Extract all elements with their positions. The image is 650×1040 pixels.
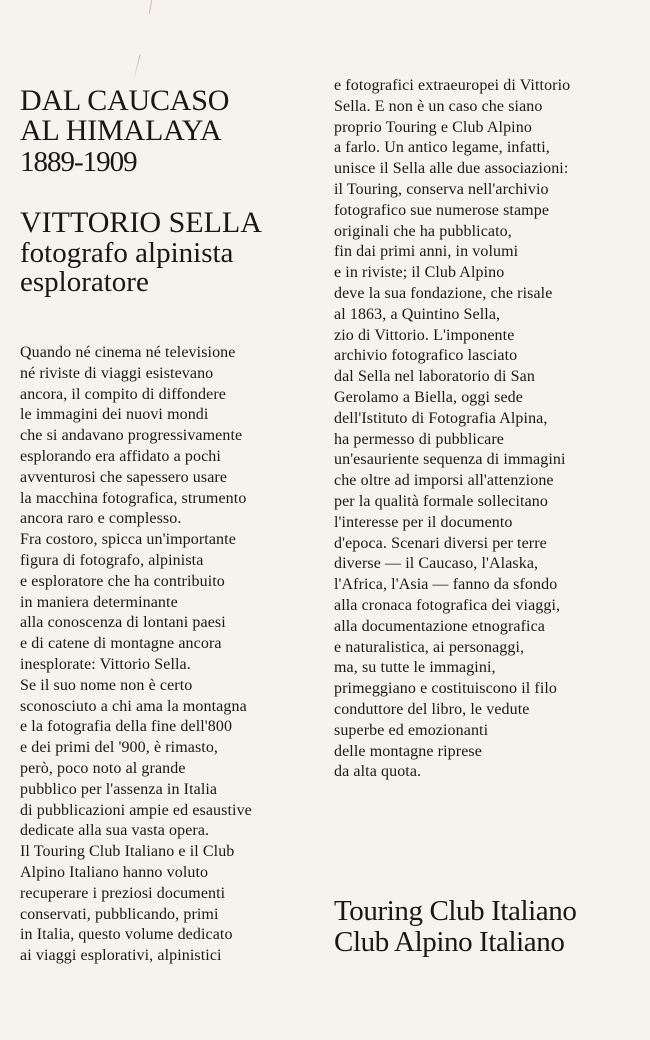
body-text-line: esplorando era affidato a pochi (20, 447, 221, 465)
body-text-line: e dei primi del '900, è rimasto, (20, 739, 219, 757)
body-text-line: il Touring, conserva nell'archivio (334, 180, 549, 198)
body-text-line: unisce il Sella alle due associazioni: (334, 160, 569, 178)
body-text-line: ma, su tutte le immagini, (334, 659, 496, 677)
body-text-line: ai viaggi esplorativi, alpinistici (20, 947, 222, 965)
paper-crease-mark (149, 0, 152, 14)
author-subtitle-line: fotografo alpinista (20, 237, 234, 269)
body-text-line: originali che ha pubblicato, (334, 222, 512, 240)
left-column (20, 86, 320, 967)
body-text-line: deve la sua fondazione, che risale (334, 284, 553, 302)
body-text-right (334, 76, 634, 783)
body-text-line: primeggiano e costituiscono il filo (334, 680, 558, 698)
body-text-line: zio di Vittorio. L'imponente (334, 326, 515, 344)
title-line: AL HIMALAYA (20, 114, 222, 147)
publishers-block (334, 896, 634, 958)
body-text-line: archivio fotografico lasciato (334, 347, 518, 365)
body-text-line: fin dai primi anni, in volumi (334, 243, 519, 261)
body-text-line: alla documentazione etnografica (334, 617, 545, 635)
body-text-line: la macchina fotografica, strumento (20, 489, 247, 507)
body-text-line: dedicate alla sua vasta opera. (20, 822, 210, 840)
author-subtitle-line: esploratore (20, 266, 149, 298)
body-text-line: sconosciuto a chi ama la montagna (20, 697, 247, 715)
publisher-name: Touring Club Italiano (334, 895, 577, 927)
body-text-line: in Italia, questo volume dedicato (20, 926, 233, 944)
title-line: DAL CAUCASO (20, 84, 230, 117)
body-text-line: alla conoscenza di lontani paesi (20, 614, 226, 632)
body-text-line: ancora, il compito di diffondere (20, 385, 226, 403)
body-text-line: Il Touring Club Italiano e il Club (20, 843, 235, 861)
body-text-line: avventurosi che sapessero usare (20, 468, 228, 486)
body-text-line: Se il suo nome non è certo (20, 676, 193, 694)
body-text-line: che si andavano progressivamente (20, 427, 243, 445)
body-text-line: conservati, pubblicando, primi (20, 905, 219, 923)
body-text-line: Fra costoro, spicca un'importante (20, 531, 236, 549)
right-column (334, 76, 634, 783)
body-text-line: dell'Istituto di Fotografia Alpina, (334, 409, 548, 427)
paper-crease-mark (132, 54, 140, 83)
body-text-line: che oltre ad imporsi all'attenzione (334, 472, 554, 490)
body-text-line: ha permesso di pubblicare (334, 430, 504, 448)
author-block (20, 207, 320, 297)
body-text-line: di pubblicazioni ampie ed esaustive (20, 801, 252, 819)
body-text-line: Sella. E non è un caso che siano (334, 97, 543, 115)
body-text-line: d'epoca. Scenari diversi per terre (334, 534, 547, 552)
body-text-line: l'Africa, l'Asia — fanno da sfondo (334, 576, 558, 594)
body-text-line: Alpino Italiano hanno voluto (20, 863, 209, 881)
body-text-line: e esploratore che ha contribuito (20, 572, 225, 590)
body-text-line: in maniera determinante (20, 593, 178, 611)
body-text-line: proprio Touring e Club Alpino (334, 118, 532, 136)
title-years: 1889-1909 (20, 146, 137, 178)
body-text-line: però, poco noto al grande (20, 759, 186, 777)
body-text-line: e naturalistica, ai personaggi, (334, 638, 525, 656)
body-text-line: al 1863, a Quintino Sella, (334, 305, 501, 323)
publisher-name: Club Alpino Italiano (334, 926, 565, 958)
body-text-left (20, 343, 320, 967)
body-text-line: le immagini dei nuovi mondi (20, 406, 209, 424)
body-text-line: e la fotografia della fine dell'800 (20, 718, 233, 736)
body-text-line: e fotografici extraeuropei di Vittorio (334, 77, 571, 94)
body-text-line: e in riviste; il Club Alpino (334, 264, 505, 282)
body-text-line: dal Sella nel laboratorio di San (334, 368, 535, 386)
body-text-line: Gerolamo a Biella, oggi sede (334, 388, 523, 406)
body-text-line: Quando né cinema né televisione (20, 344, 236, 361)
body-text-line: diverse — il Caucaso, l'Alaska, (334, 555, 539, 573)
body-text-line: conduttore del libro, le vedute (334, 700, 530, 718)
body-text-line: e di catene di montagne ancora (20, 635, 222, 653)
body-text-line: né riviste di viaggi esistevano (20, 364, 214, 382)
body-text-line: figura di fotografo, alpinista (20, 551, 204, 569)
body-text-line: recuperare i preziosi documenti (20, 884, 226, 902)
book-title (20, 86, 320, 179)
body-text-line: inesplorate: Vittorio Sella. (20, 655, 191, 673)
body-text-line: delle montagne riprese (334, 742, 482, 760)
body-text-line: ancora raro e complesso. (20, 510, 182, 528)
author-name: VITTORIO SELLA (20, 206, 262, 239)
body-text-line: per la qualità formale sollecitano (334, 492, 548, 510)
body-text-line: pubblico per l'assenza in Italia (20, 780, 218, 798)
body-text-line: un'esauriente sequenza di immagini (334, 451, 566, 469)
body-text-line: a farlo. Un antico legame, infatti, (334, 139, 550, 157)
body-text-line: superbe ed emozionanti (334, 721, 489, 739)
body-text-line: fotografico sue numerose stampe (334, 201, 550, 219)
body-text-line: alla cronaca fotografica dei viaggi, (334, 596, 561, 614)
body-text-line: l'interesse per il documento (334, 513, 513, 531)
body-text-line: da alta quota. (334, 763, 422, 781)
